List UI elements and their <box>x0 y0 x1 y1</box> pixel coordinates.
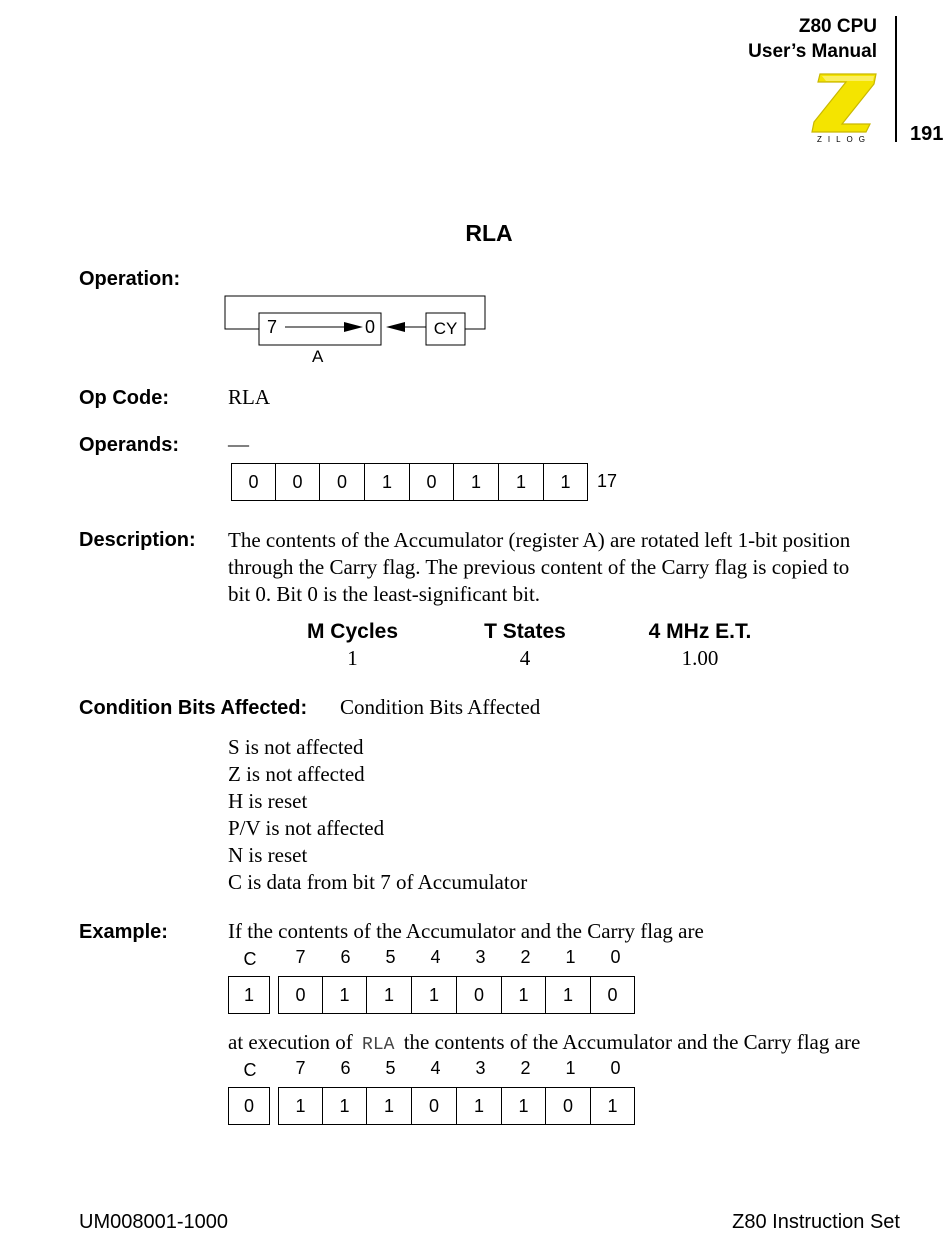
condition-bit-item: C is data from bit 7 of Accumulator <box>228 870 528 894</box>
bit-header: 6 <box>340 1058 351 1078</box>
opcode-bit: 0 <box>320 463 365 501</box>
accumulator-bit: 1 <box>457 1087 502 1125</box>
bit-headers <box>278 947 638 968</box>
condition-bits-list <box>228 734 527 896</box>
timing-value: 1 <box>347 646 358 670</box>
opcode-bit: 1 <box>365 463 410 501</box>
opcode-bit: 0 <box>276 463 320 501</box>
accumulator-bit: 0 <box>457 976 502 1014</box>
description-line: The contents of the Accumulator (register A) are rotated left 1-bit position <box>228 528 851 552</box>
accumulator-bit: 1 <box>323 976 367 1014</box>
accumulator-bit: 0 <box>591 976 635 1014</box>
accumulator-bit: 1 <box>591 1087 635 1125</box>
opcode-bit: 1 <box>454 463 499 501</box>
bit-header: 0 <box>610 947 621 967</box>
timing-tstates <box>465 620 585 671</box>
condition-bit-item: S is not affected <box>228 735 364 759</box>
bit-header: 0 <box>610 1058 621 1078</box>
opcode-hex: 17 <box>597 471 618 491</box>
after-code: RLA <box>362 1035 395 1055</box>
register-bit0-label: 0 <box>365 317 376 337</box>
accumulator-bit: 1 <box>412 976 457 1014</box>
header-divider <box>895 16 897 142</box>
bit-header: 4 <box>430 947 441 967</box>
manual-subtitle: User’s Manual <box>748 41 877 62</box>
carry-header: C <box>243 1060 257 1080</box>
after-prefix: at execution of <box>228 1030 353 1054</box>
operands-label: Operands: <box>79 434 180 456</box>
example-label: Example: <box>79 921 168 943</box>
carry-before: 1 <box>228 976 270 1014</box>
opcode-bit: 1 <box>544 463 588 501</box>
opcode-value: RLA <box>228 385 270 409</box>
condition-bit-item: N is reset <box>228 843 308 867</box>
operands-value: — <box>228 432 249 456</box>
carry-after: 0 <box>228 1087 270 1125</box>
accumulator-bit: 0 <box>278 976 323 1014</box>
bit-header: 3 <box>475 1058 486 1078</box>
timing-et <box>630 620 770 671</box>
bit-header: 2 <box>520 947 531 967</box>
after-suffix: the contents of the Accumulator and the Carry flag are <box>403 1030 861 1054</box>
instruction-title: RLA <box>465 220 513 246</box>
condition-bits-title: Condition Bits Affected <box>340 695 541 719</box>
accumulator-bit: 1 <box>367 1087 412 1125</box>
condition-bits-label: Condition Bits Affected: <box>79 697 308 719</box>
bit-header: 7 <box>295 1058 306 1078</box>
bit-header: 5 <box>385 1058 396 1078</box>
accumulator-bit: 1 <box>323 1087 367 1125</box>
svg-text:ZILOG: ZILOG <box>816 135 872 144</box>
opcode-bits <box>231 463 588 501</box>
condition-bit-item: P/V is not affected <box>228 816 385 840</box>
manual-title: Z80 CPU <box>798 16 877 37</box>
condition-bit-item: H is reset <box>228 789 308 813</box>
bit-headers <box>278 1058 638 1079</box>
description-line: through the Carry flag. The previous content of the Carry flag is copied to <box>228 555 850 579</box>
description-text <box>228 527 850 608</box>
accumulator-bit: 1 <box>502 976 546 1014</box>
bit-header: 4 <box>430 1058 441 1078</box>
accumulator-before <box>278 976 635 1014</box>
accumulator-bit: 1 <box>546 976 591 1014</box>
description-line: bit 0. Bit 0 is the least-significant bit. <box>228 582 541 606</box>
timing-mcycles <box>290 620 415 671</box>
section-name: Z80 Instruction Set <box>732 1211 900 1233</box>
description-label: Description: <box>79 529 196 551</box>
carry-header: C <box>243 949 257 969</box>
page-number: 191 <box>910 123 944 145</box>
bit-header: 3 <box>475 947 486 967</box>
accumulator-bit: 1 <box>278 1087 323 1125</box>
bit-header: 6 <box>340 947 351 967</box>
accumulator-bit: 0 <box>412 1087 457 1125</box>
zilog-logo <box>808 70 880 144</box>
accumulator-after <box>278 1087 635 1125</box>
bit-header: 7 <box>295 947 306 967</box>
opcode-bit: 1 <box>499 463 544 501</box>
timing-header: 4 MHz E.T. <box>648 620 752 643</box>
timing-header: T States <box>484 620 566 643</box>
opcode-label: Op Code: <box>79 387 169 409</box>
accumulator-bit: 1 <box>502 1087 546 1125</box>
rotate-diagram <box>220 292 492 372</box>
operation-label: Operation: <box>79 268 181 290</box>
bit-header: 1 <box>565 1058 576 1078</box>
accumulator-bit: 1 <box>367 976 412 1014</box>
register-bit7-label: 7 <box>267 317 278 337</box>
opcode-bit: 0 <box>410 463 454 501</box>
bit-header: 5 <box>385 947 396 967</box>
document-number: UM008001-1000 <box>79 1211 228 1233</box>
example-intro: If the contents of the Accumulator and the Carry flag are <box>228 919 704 943</box>
bit-header: 1 <box>565 947 576 967</box>
carry-box-label: CY <box>433 319 458 338</box>
timing-header: M Cycles <box>306 620 399 643</box>
example-after-sentence <box>228 1030 860 1055</box>
condition-bit-item: Z is not affected <box>228 762 365 786</box>
register-name: A <box>312 347 324 366</box>
timing-value: 1.00 <box>681 646 719 670</box>
opcode-bit: 0 <box>231 463 276 501</box>
accumulator-bit: 0 <box>546 1087 591 1125</box>
bit-header: 2 <box>520 1058 531 1078</box>
timing-value: 4 <box>519 646 531 670</box>
